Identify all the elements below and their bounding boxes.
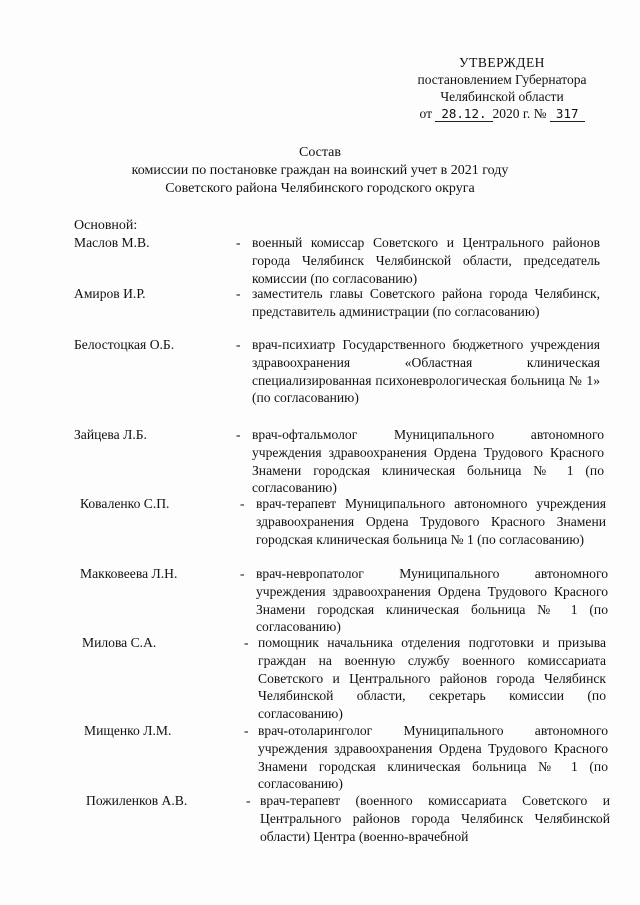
member-role: врач-отоларинголог Муниципального автономного учреждения здравоохранения Ордена Трудового Красного Знамени городская клиническая больница № 1 (по согласованию) (258, 723, 608, 792)
approval-line-1: постановлением Губернатора (417, 72, 587, 87)
member-dash: - (236, 337, 241, 352)
approval-block (392, 54, 612, 122)
member-dash: - (236, 286, 241, 301)
year-text: 2020 г. № (492, 106, 547, 121)
handwritten-date: 28.12. (435, 106, 492, 122)
section-label: Основной: (74, 218, 138, 233)
member-name: Пожиленков А.В. (86, 793, 188, 808)
approval-date-line (392, 105, 612, 122)
heading-line-3: Советского района Челябинского городского округа (165, 181, 475, 196)
member-name: Белостоцкая О.Б. (74, 337, 175, 352)
document-heading (80, 144, 560, 198)
member-name: Мищенко Л.М. (84, 723, 172, 738)
member-role: помощник начальника отделения подготовки и призыва граждан на военную службу военного комиссариата Советского и Центрального районов города Челябинск Челябинской области, секретарь комиссии (по согласованию) (258, 635, 606, 722)
member-name: Маслов М.В. (74, 235, 150, 250)
member-name: Амиров И.Р. (74, 286, 146, 301)
member-dash: - (236, 427, 241, 442)
heading-line-2: комиссии по постановке граждан на воинский учет в 2021 году (131, 163, 509, 178)
member-role: врач-психиатр Государственного бюджетного учреждения здравоохранения «Областная клиническая специализированная психоневрологическая больница № 1» (по согласованию) (252, 337, 600, 406)
member-name: Милова С.А. (82, 635, 157, 650)
member-role: врач-терапевт (военного комиссариата Советского и Центрального районов города Челябинск Челябинской области) Центра (военно-врачебной (260, 793, 610, 844)
member-dash: - (246, 793, 251, 808)
approval-line-2: Челябинской области (440, 89, 564, 104)
member-name: Коваленко С.П. (80, 496, 170, 511)
member-role: военный комиссар Советского и Центрального районов города Челябинск Челябинской области, председатель комиссии (по согласованию) (252, 235, 600, 286)
member-name: Макковеева Л.Н. (80, 566, 178, 581)
handwritten-number: 317 (550, 106, 585, 122)
member-role: заместитель главы Советского района города Челябинск, представитель администрации (по согласованию) (252, 286, 600, 319)
member-name: Зайцева Л.Б. (74, 427, 147, 442)
heading-line-1: Состав (298, 145, 341, 160)
member-dash: - (236, 235, 241, 250)
member-dash: - (240, 496, 245, 511)
member-role: врач-офтальмолог Муниципального автономного учреждения здравоохранения Ордена Трудового Красного Знамени городская клиническая больница № 1 (по согласованию) (252, 427, 604, 496)
approval-title: УТВЕРЖДЕН (459, 55, 545, 70)
member-role: врач-невропатолог Муниципального автономного учреждения здравоохранения Ордена Трудового Красного Знамени городская клиническая больница № 1 (по согласованию) (256, 566, 608, 635)
member-dash: - (244, 723, 249, 738)
member-dash: - (244, 635, 249, 650)
member-role: врач-терапевт Муниципального автономного учреждения здравоохранения Ордена Трудового Красного Знамени городская клиническая больница № 1 (по согласованию) (256, 496, 606, 547)
member-dash: - (240, 566, 245, 581)
date-prefix: от (419, 106, 432, 121)
